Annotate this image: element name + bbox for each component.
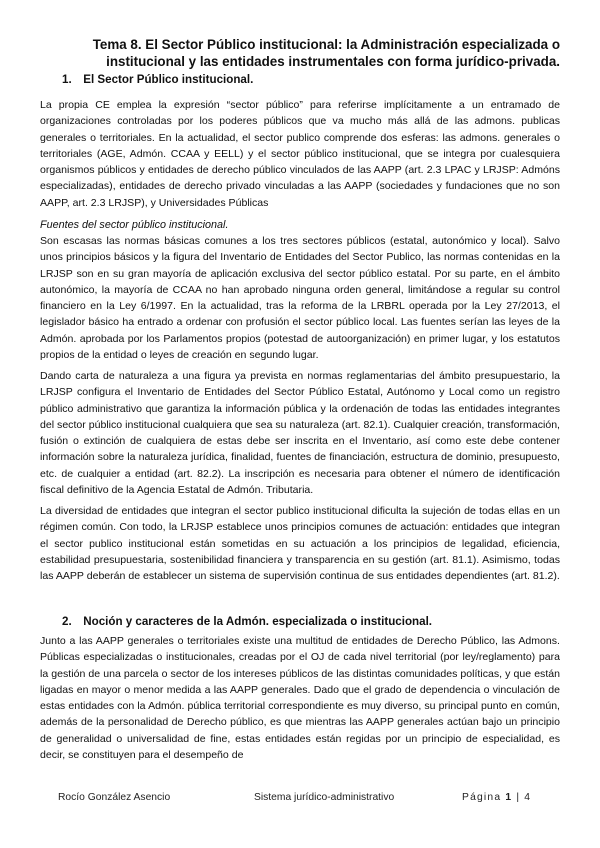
footer-separator: | (516, 792, 521, 803)
section-1-paragraph-3: Dando carta de naturaleza a una figura ya prevista en normas reglamentarias del ámbito presupuestario, la LRJSP configura el Inventario de Entidades del Sector Público Estatal, Autónomo y Local como un registro público administrativo que garantiza la información pública y la ordenación de todas las entidades integrantes del sector público institucional cualquiera que sea su naturaleza (art. 82.1). Cualquier creación, transformación, fusión o extinción de cualquiera de estas debe ser inscrita en el Inventario, así como este debe contener información sobre la naturaleza jurídica, finalidad, fuentes de financiación, estructura de dominio, presupuesto, etc. de cualquier a entidad (art. 82.2). La inscripción es necesaria para obtener el número de identificación fiscal definitivo de la Agencia Estatal de Admón. Tributaria. (40, 370, 560, 497)
section-1-paragraph-2: Son escasas las normas básicas comunes a los tres sectores públicos (estatal, autonómico y local). Salvo unos principios básicos y la figura del Inventario de Entidades del Sector Publico, las normas contenidas en la LRJSP son en su gran mayoría de aplicación exclusiva del sector público estatal. Por su parte, en el ámbito autonómico, la mayoría de CCAA no han aprobado ninguna orden general, limitándose a regular su control financiero en la Ley 6/1997. En la actualidad, tras la reforma de la LRBRL operada por la Ley 27/2013, el legislador básico ha entrado a ordenar con profusión el sector público local. Las fuentes serían las leyes de la Admón. aprobada por los Parlamentos propios (potestad de autoorganización) en primer lugar, y los estatutos propios de la entidad o leyes de creación en segundo lugar. (40, 235, 560, 362)
section-1-subtitle: Fuentes del sector público institucional. (40, 219, 229, 231)
section-1-heading-text: El Sector Público institucional. (83, 73, 254, 86)
section-1-number: 1. (62, 73, 72, 86)
section-1-paragraph-4: La diversidad de entidades que integran el sector publico institucional dificulta la sujeción de todas ellas en un régimen común. Con todo, la LRJSP establece unos principios comunes de actuación: entidades que integran el sector publico institucional están sometidas en su actuación a los principios de legalidad, eficiencia, estabilidad presupuestaria, sostenibilidad financiera y transparencia en su gestión (art. 81.1). Asimismo, todas las AAPP deberán de establecer un sistema de supervisión continua de sus entidades dependientes (art. 81.2). (40, 505, 560, 583)
footer-page-indicator (462, 791, 531, 805)
footer-page-number: 1 (505, 792, 513, 803)
section-1-paragraph-1: La propia CE emplea la expresión “sector público” para referirse implícitamente a un entramado de organizaciones controladas por los poderes públicos que va mucho más allá de las admons. publicas generales o territoriales. En la actualidad, el sector publico comprende dos esferas: las admons. generales o territoriales (AGE, Admón. CCAA y EELL) y el sector público institucional, que se integra por cualesquiera organismos públicos y entidades de derecho público vinculados de las AAPP (art. 2.3 LPAC y LRJSP: Admóns especializadas), entidades de derecho privado vinculadas a las AAPP (sociedades y fundaciones que no son AAPP, art. 2.3 LRJSP), y Universidades Públicas (40, 99, 560, 209)
footer-author: Rocío González Asencio (58, 792, 171, 803)
section-1-heading (62, 72, 253, 87)
section-2-paragraph-1: Junto a las AAPP generales o territoriales existe una multitud de entidades de Derecho Público, las Admons. Públicas especializadas o institucionales, creadas por el OJ de cada nivel territorial (por ley/reglamento) para la gestión de una parcela o sector de los intereses públicos de las distintas comunidades políticas, y que están ligadas en mayor o menor medida a las AAPP generales. Dado que el grado de dependencia o vinculación de estas entidades con la Admón. pública territorial correspondiente es muy diverso, su principal punto en común, además de la personalidad de Derecho público, es que mientras las AAPP generales actúan bajo un principio de generalidad o universalidad de fine, estas entidades están regidas por un principio de especialidad, es decir, se constituyen para el desempeño de (40, 635, 560, 762)
document-title: Tema 8. El Sector Público institucional: la Administración especializada o institucional y las entidades instrumentales con forma jurídico-privada. (92, 37, 560, 69)
footer-page-word: Página (462, 792, 502, 803)
section-2-heading-text: Noción y caracteres de la Admón. especializada o institucional. (83, 615, 433, 628)
section-2-number: 2. (62, 615, 72, 628)
footer-subject: Sistema jurídico-administrativo (254, 792, 395, 803)
footer-total-pages: 4 (524, 792, 532, 803)
section-2-heading (62, 614, 432, 629)
